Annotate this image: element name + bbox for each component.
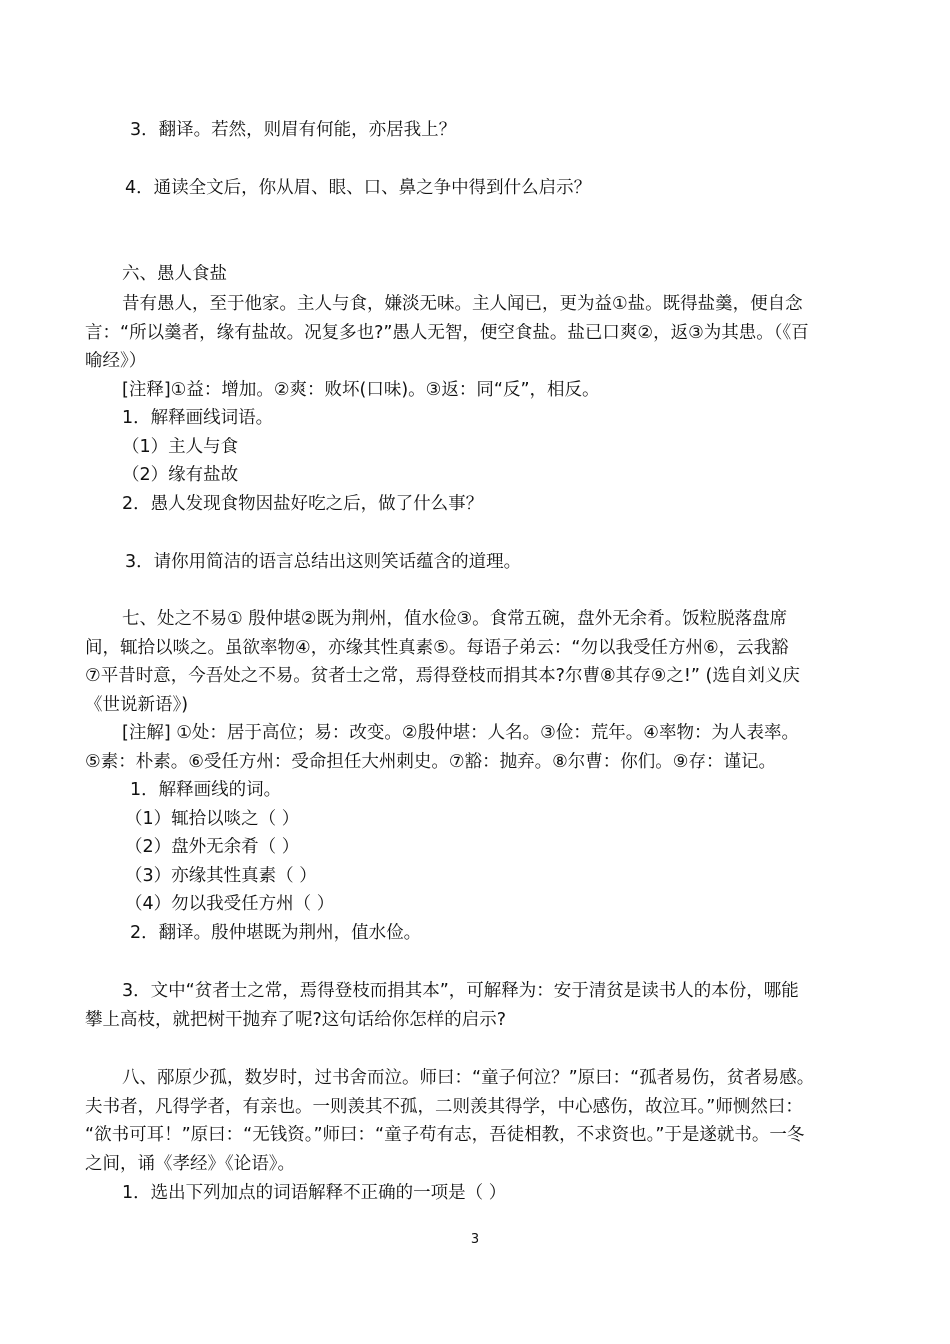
text-line: 间，辄拾以啖之。虽欲率物④，亦缘其性真素⑤。每语子弟云：“勿以我受任方州⑥，云我豁 (85, 638, 789, 658)
annotation-line: [注释]①益：增加。②爽：败坏(口味)。③返：同“反”，相反。 (122, 380, 600, 400)
text-line: 《世说新语》) (85, 695, 189, 715)
question-line: 3．请你用简洁的语言总结出这则笑话蕴含的道理。 (125, 552, 522, 572)
question-line: 攀上高枝，就把树干抛弃了呢?这句话给你怎样的启示? (85, 1010, 507, 1030)
text-line: 言：“所以羹者，缘有盐故。况复多也?”愚人无智，便空食盐。盐已口爽②，返③为其患。（《百 (85, 323, 809, 343)
text-line: 昔有愚人，至于他家。主人与食，嫌淡无味。主人闻已，更为益①盐。既得盐羹，便自念 (122, 294, 803, 314)
text-line: 夫书者，凡得学者，有亲也。一则羡其不孤，二则羡其得学，中心感伤，故泣耳。”师恻然曰： (85, 1097, 803, 1117)
section-heading: 八、邴原少孤，数岁时，过书舍而泣。师曰：“童子何泣？”原曰：“孤者易伤，贫者易感。 (122, 1068, 815, 1088)
section-heading: 七、处之不易① 殷仲堪②既为荆州，值水俭③。食常五碗，盘外无余肴。饭粒脱落盘席 (122, 609, 788, 629)
question-line: （1）主人与食 (122, 437, 239, 457)
question-line: 1．解释画线的词。 (130, 780, 282, 800)
question-line: 2．翻译。殷仲堪既为荆州，值水俭。 (130, 923, 422, 943)
question-line: （3）亦缘其性真素（ ） (125, 866, 317, 886)
question-line: 3．文中“贫者士之常，焉得登枝而捐其本”，可解释为：安于清贫是读书人的本份，哪能 (122, 981, 799, 1001)
text-line: 之间，诵《孝经》《论语》。 (85, 1154, 295, 1174)
text-line: 3．翻译。若然，则眉有何能，亦居我上？ (130, 120, 457, 140)
question-line: （4）勿以我受任方州（ ） (125, 894, 335, 914)
annotation-line: [注解] ①处：居于高位；易：改变。②殷仲堪：人名。③俭：荒年。④率物：为人表率。 (122, 723, 799, 743)
question-line: 1．选出下列加点的词语解释不正确的一项是（ ） (122, 1183, 507, 1203)
text-line: 4．通读全文后，你从眉、眼、口、鼻之争中得到什么启示？ (125, 178, 592, 198)
text-line: “欲书可耳！”原曰：“无钱资。”师曰：“童子苟有志，吾徒相教，不求资也。”于是遂就书。一冬 (85, 1125, 805, 1145)
question-line: 2．愚人发现食物因盐好吃之后，做了什么事？ (122, 494, 484, 514)
annotation-line: ⑤素：朴素。⑥受任方州：受命担任大州刺史。⑦豁：抛弃。⑧尔曹：你们。⑨存：谨记。 (85, 752, 776, 772)
question-line: 1．解释画线词语。 (122, 408, 274, 428)
section-heading: 六、愚人食盐 (122, 264, 227, 284)
text-line: 喻经》） (85, 351, 147, 371)
question-line: （2）盘外无余肴（ ） (125, 837, 300, 857)
text-line: ⑦平昔时意，今吾处之不易。贫者士之常，焉得登枝而捐其本?尔曹⑧其存⑨之!” (选自刘义庆 (85, 666, 800, 686)
question-line: （1）辄拾以啖之（ ） (125, 809, 300, 829)
page-number: 3 (470, 1232, 480, 1247)
question-line: （2）缘有盐故 (122, 465, 239, 485)
